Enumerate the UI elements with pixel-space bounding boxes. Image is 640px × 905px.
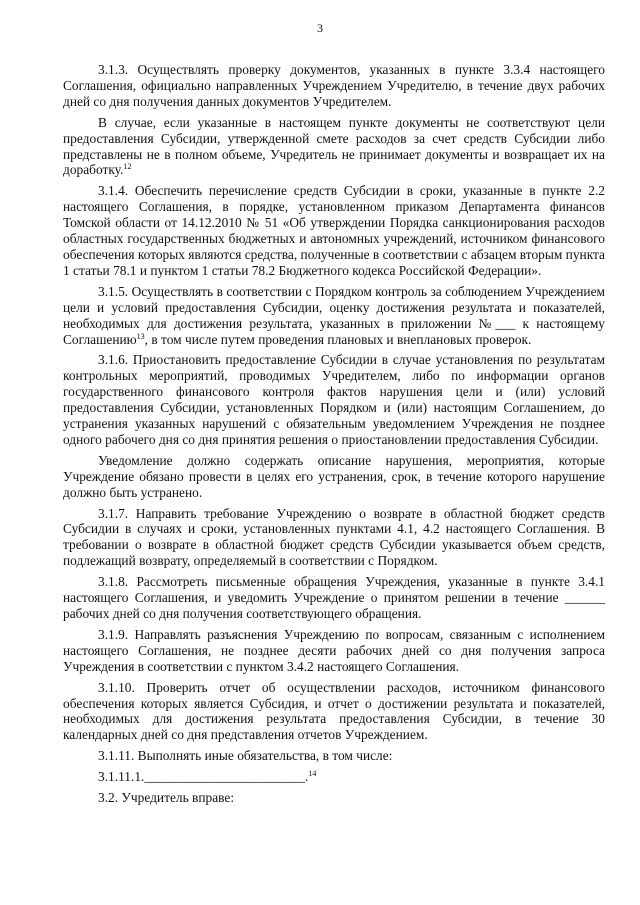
paragraph-3-1-11: 3.1.11. Выполнять иные обязательства, в том числе: — [98, 748, 393, 764]
document-body — [63, 62, 605, 811]
paragraph-3-1-9: 3.1.9. Направлять разъяснения Учреждению по вопросам, связанным с исполнением настоящего Соглашения, не позднее десяти рабочих дней со дня получения запроса Учреждения в соответствии с пунктом 3.4.2 настоящего Соглашения. — [63, 626, 605, 674]
footnote-ref-13: 13 — [136, 331, 145, 341]
paragraph-3-1-6: 3.1.6. Приостановить предоставление Субсидии в случае установления по результатам контрольных мероприятий, проводимых Учредителем, либо по информации органов государственного финансового контроля фактов нарушения цели и (или) условий предоставления Субсидии, установленных Порядком и (или) настоящим Соглашением, до устранения указанных нарушений с обязательным уведомлением Учреждения не позднее одного рабочего дня со дня принятия решения о приостановлении предоставления Субсидии. — [63, 352, 605, 447]
paragraph-3-1-4: 3.1.4. Обеспечить перечисление средств Субсидии в сроки, указанные в пункте 2.2 настоящего Соглашения, в порядке, установленном приказом Департамента финансов Томской области от 14.12.2010 № 51 «Об утверждении Порядка санкционирования расходов областных государственных бюджетных и автономных учреждений, источником финансового обеспечения которых являются средства, полученные в соответствии с абзацем вторым пункта 1 статьи 78.1 и пунктом 1 статьи 78.2 Бюджетного кодекса Российской Федерации». — [63, 183, 605, 278]
paragraph-3-1-7: 3.1.7. Направить требование Учреждению о возврате в областной бюджет средств Субсидии в случаях и сроки, установленных пунктами 4.1, 4.2 настоящего Соглашения. В требовании о возврате в областной бюджет средств Субсидии указывается объем средств, подлежащий возврату, определяемый в соответствии с Порядком. — [63, 505, 605, 569]
paragraph-notification: Уведомление должно содержать описание нарушения, мероприятия, которые Учреждение обязано провести в целях его устранения, срок, в течение которого нарушение должно быть устранено. — [63, 452, 605, 500]
paragraph-3-1-5: 3.1.5. Осуществлять в соответствии с Порядком контроль за соблюдением Учреждением цели и условий предоставления Субсидии, оценку достижения результата и показателей, необходимых для достижения результата, указанных в приложении №___ к настоящему Соглашению$^{13}$, в том числе путем проведения плановых и внеплановых проверок. — [63, 283, 605, 347]
paragraph-3-1-8: 3.1.8. Рассмотреть письменные обращения Учреждения, указанные в пункте 3.4.1 настоящего Соглашения, и уведомить Учреждение о принятом решении в течение ______ рабочих дней со дня получения соответствующего обращения. — [63, 574, 605, 621]
paragraph-3-1-3-return: В случае, если указанные в настоящем пункте документы не соответствуют цели предоставления Субсидии, утвержденной смете расходов за счет средств Субсидии либо представлены не в полном объеме, Учредитель не принимает документы и возвращает их на доработку.$^{12}$ — [63, 114, 605, 178]
footnote-ref-12: 12 — [123, 162, 132, 172]
footnote-ref-14: 14 — [308, 769, 317, 779]
paragraph-3-1-10: 3.1.10. Проверить отчет об осуществлении расходов, источником финансового обеспечения которых является Субсидия, и отчет о достижении результата и показателей, необходимых для достижения результата предоставления Субсидии, в течение 30 календарных дней со дня представления отчетов Учреждением. — [63, 679, 605, 743]
page-number: 3 — [317, 21, 323, 35]
paragraph-3-1-11-1: 3.1.11.1.________________________.$^{14}$ — [98, 769, 317, 785]
paragraph-3-2: 3.2. Учредитель вправе: — [98, 790, 235, 806]
paragraph-3-1-3: 3.1.3. Осуществлять проверку документов, указанных в пункте 3.3.4 настоящего Соглашения, официально направленных Учреждением Учредителю, в течение двух рабочих дней со дня получения данных документов Учредителем. — [63, 62, 605, 109]
